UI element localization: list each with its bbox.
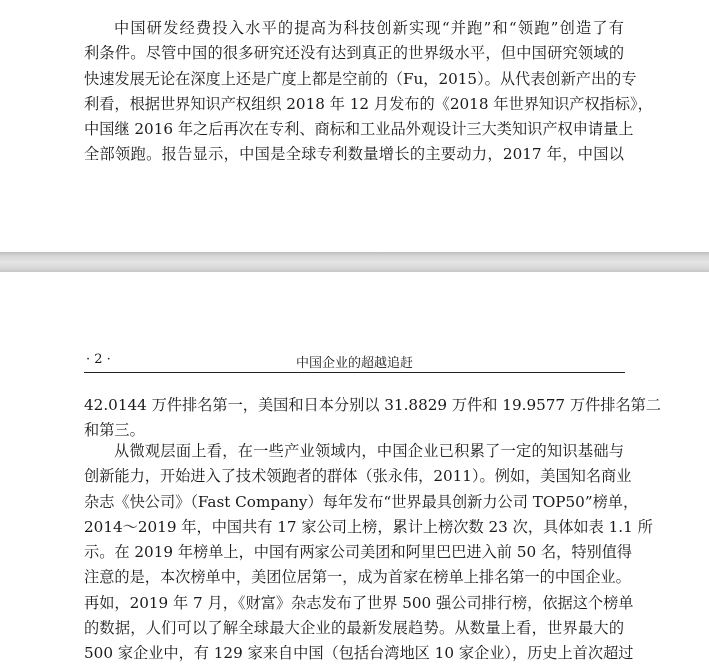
paragraph-line: 利条件。尽管中国的很多研究还没有达到真正的世界级水平，但中国研究领域的 [84, 44, 624, 63]
paragraph-line: 创新能力，开始进入了技术领跑者的群体（张永伟，2011）。例如，美国知名商业 [84, 467, 632, 486]
paragraph-line: 500 家企业中，有 129 家来自中国（包括台湾地区 10 家企业），历史上首次超过 [84, 644, 634, 663]
paragraph-line: 中国研发经费投入水平的提高为科技创新实现“并跑”和“领跑”创造了有 [114, 19, 624, 37]
page-separator [0, 252, 709, 272]
page-number: · 2 · [86, 352, 111, 367]
paragraph-line: 中国继 2016 年之后再次在专利、商标和工业品外观设计三大类知识产权申请量上 [84, 120, 634, 139]
paragraph-line: 和第三。 [84, 421, 145, 440]
paragraph-line: 2014～2019 年，中国共有 17 家公司上榜，累计上榜次数 23 次，具体如表 1.1 所 [84, 517, 653, 536]
running-header [84, 350, 625, 373]
lower-page [0, 272, 709, 663]
paragraph-line: 从微观层面上看，在一些产业领域内，中国企业已积累了一定的知识基础与 [114, 442, 624, 460]
paragraph-main [84, 439, 653, 667]
paragraph-line: 示。在 2019 年榜单上，中国有两家公司美团和阿里巴巴进入前 50 名，特别值得 [84, 543, 633, 562]
paragraph-continuation [84, 393, 662, 444]
running-title: 中国企业的超越追赶 [295, 356, 413, 371]
paragraph-line: 再如，2019 年 7 月，《财富》杂志发布了世界 500 强公司排行榜，依据这个榜单 [84, 593, 634, 612]
paragraph-line: 利看，根据世界知识产权组织 2018 年 12 月发布的《2018 年世界知识产权指标》， [84, 94, 653, 113]
paragraph-line: 全部领跑。报告显示，中国是全球专利数量增长的主要动力，2017 年，中国以 [84, 145, 624, 164]
paragraph-line: 注意的是，本次榜单中，美团位居第一，成为首家在榜单上排名第一的中国企业。 [84, 568, 631, 587]
paragraph-line: 快速发展无论在深度上还是广度上都是空前的（Fu，2015）。从代表创新产出的专 [84, 69, 637, 88]
paragraph-line: 的数据，人们可以了解全球最大企业的最新发展趋势。从数量上看，世界最大的 [84, 619, 624, 638]
paragraph-line: 杂志《快公司》（Fast Company）每年发布“世界最具创新力公司 TOP50”榜单， [84, 492, 639, 511]
paragraph-line: 42.0144 万件排名第一，美国和日本分别以 31.8829 万件和 19.9577 万件排名第二 [84, 396, 662, 414]
upper-page [0, 0, 709, 252]
top-paragraph [84, 16, 653, 168]
